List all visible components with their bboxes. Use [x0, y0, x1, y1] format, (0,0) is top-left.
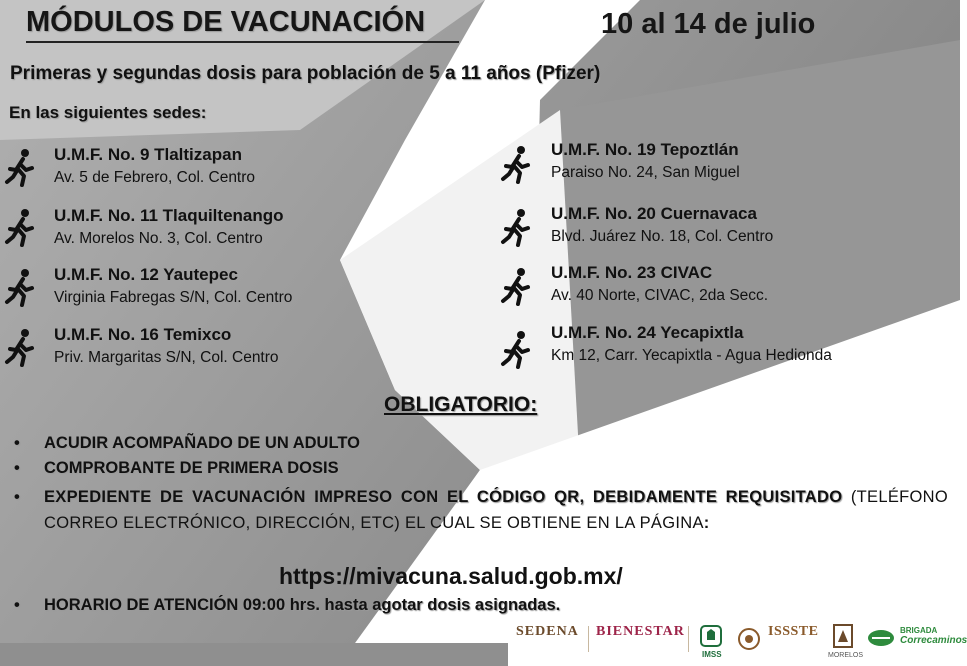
requirement-text [44, 484, 948, 536]
logo-divider [688, 626, 689, 652]
requirement-bold-text: EXPEDIENTE DE VACUNACIÓN IMPRESO CON EL CÓDIGO QR, DEBIDAMENTE REQUISITADO [44, 488, 843, 506]
issste-logo: ISSSTE [768, 624, 819, 639]
site-name: U.M.F. No. 12 Yautepec [54, 265, 238, 284]
site-address: Blvd. Juárez No. 18, Col. Centro [551, 228, 774, 245]
walking-person-icon [500, 330, 534, 368]
bienestar-logo: BIENESTAR [596, 624, 685, 639]
morelos-logo: MORELOS [828, 652, 864, 659]
requirement-detail-text: (TELÉFONO CORREO ELECTRÓNICO, DIRECCIÓN, ETC) EL CUAL SE OBTIENE EN LA PÁGINA [44, 488, 948, 532]
morelos-emblem-icon [832, 624, 854, 652]
requirement-item [14, 596, 560, 615]
walking-person-icon [500, 145, 534, 183]
site-address: Paraiso No. 24, San Miguel [551, 164, 740, 181]
requirements-heading: OBLIGATORIO: [384, 393, 538, 416]
imss-emblem-icon [698, 624, 724, 650]
page-title: MÓDULOS DE VACUNACIÓN [26, 6, 426, 38]
site-name: U.M.F. No. 11 Tlaquiltenango [54, 206, 284, 225]
correcaminos-logo: Correcaminos [900, 635, 967, 646]
site-address: Priv. Margaritas S/N, Col. Centro [54, 349, 279, 366]
site-name: U.M.F. No. 23 CIVAC [551, 263, 713, 282]
requirement-text: COMPROBANTE DE PRIMERA DOSIS [44, 459, 339, 477]
brigada-logo: BRIGADA [900, 626, 938, 635]
requirement-colon: : [703, 514, 710, 532]
walking-person-icon [500, 208, 534, 246]
bullet: • [14, 434, 20, 452]
title-underline [26, 41, 459, 43]
site-address: Virginia Fabregas S/N, Col. Centro [54, 289, 293, 306]
site-address: Km 12, Carr. Yecapixtla - Agua Hedionda [551, 347, 832, 364]
logo-strip [508, 618, 967, 666]
bullet: • [14, 596, 20, 614]
site-name: U.M.F. No. 19 Tepoztlán [551, 140, 739, 159]
sedes-label: En las siguientes sedes: [9, 103, 207, 122]
walking-person-icon [4, 268, 38, 306]
subtitle: Primeras y segundas dosis para población de 5 a 11 años (Pfizer) [10, 63, 601, 84]
site-address: Av. Morelos No. 3, Col. Centro [54, 230, 263, 247]
requirement-item [14, 484, 948, 536]
requirement-text: ACUDIR ACOMPAÑADO DE UN ADULTO [44, 434, 360, 452]
site-address: Av. 5 de Febrero, Col. Centro [54, 169, 256, 186]
imss-logo: IMSS [702, 650, 722, 659]
requirement-item [14, 459, 339, 478]
walking-person-icon [4, 148, 38, 186]
bullet: • [14, 488, 20, 506]
bullet: • [14, 459, 20, 477]
requirement-text: HORARIO DE ATENCIÓN 09:00 hrs. hasta agotar dosis asignadas. [44, 596, 561, 614]
logo-divider [588, 626, 589, 652]
vaccine-url-link[interactable]: https://mivacuna.salud.gob.mx/ [279, 563, 623, 589]
site-name: U.M.F. No. 16 Temixco [54, 325, 232, 344]
sedena-logo: SEDENA [516, 624, 579, 639]
date-range: 10 al 14 de julio [601, 8, 816, 40]
site-name: U.M.F. No. 24 Yecapixtla [551, 323, 744, 342]
site-name: U.M.F. No. 9 Tlaltizapan [54, 145, 242, 164]
walking-person-icon [4, 208, 38, 246]
walking-person-icon [4, 328, 38, 366]
requirement-item [14, 434, 360, 453]
site-name: U.M.F. No. 20 Cuernavaca [551, 204, 757, 223]
brigada-emblem-icon [866, 628, 896, 648]
walking-person-icon [500, 267, 534, 305]
issste-emblem-icon [736, 626, 762, 652]
site-address: Av. 40 Norte, CIVAC, 2da Secc. [551, 287, 769, 304]
